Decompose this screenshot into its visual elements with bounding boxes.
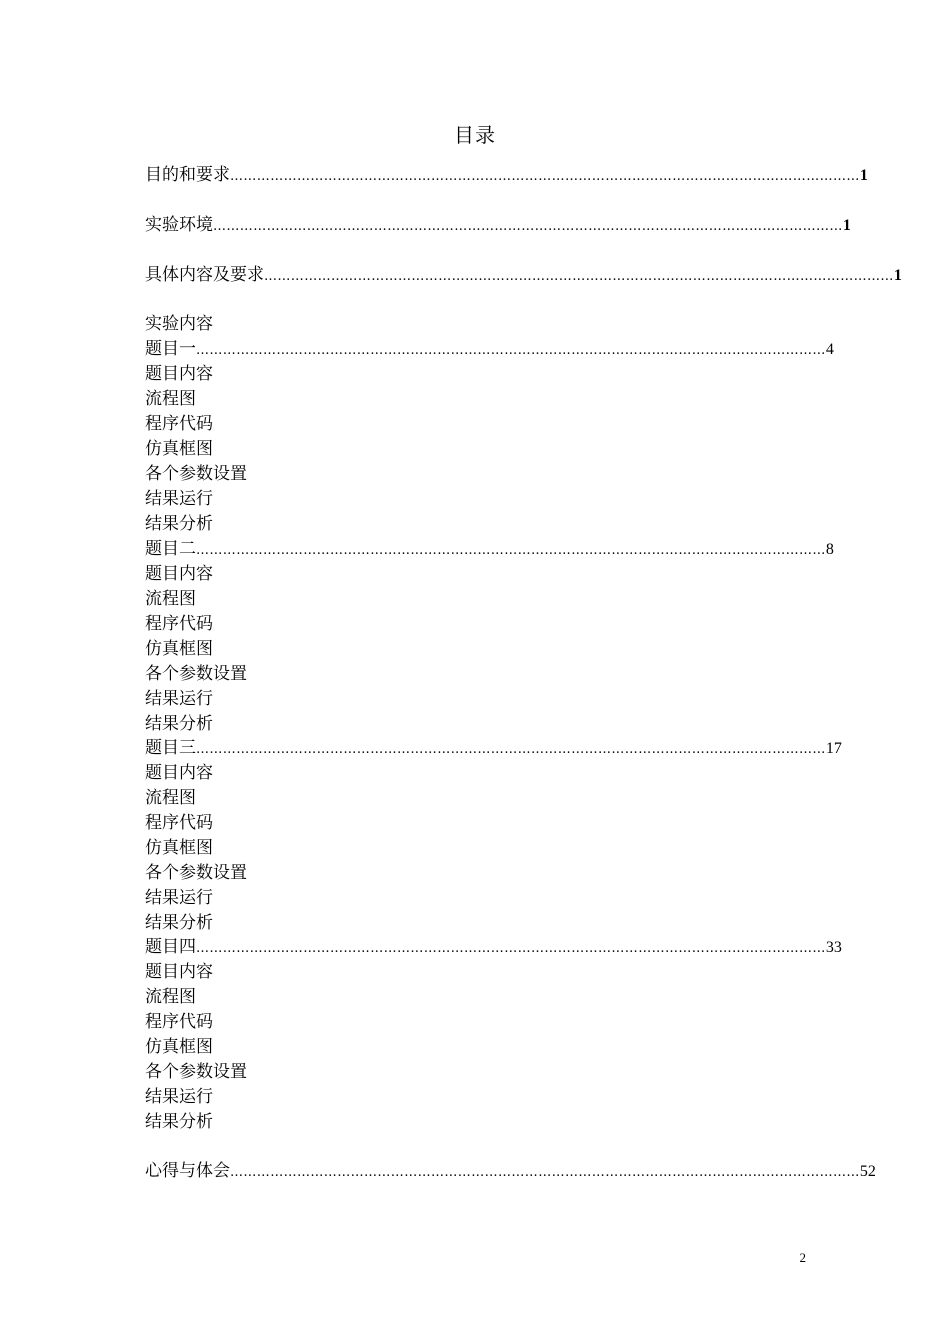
toc-entry-purpose[interactable] <box>145 163 868 188</box>
toc-subitem[interactable]: 结果运行 <box>145 489 213 509</box>
toc-entry-label: 实验环境 <box>145 215 213 235</box>
toc-subitem[interactable]: 题目内容 <box>145 564 213 584</box>
toc-subitem[interactable]: 结果分析 <box>145 714 213 734</box>
dot-leader: …………………………………………………………………………………………………………………………… <box>196 941 826 956</box>
dot-leader: …………………………………………………………………………………………………………………………… <box>213 219 843 234</box>
dot-leader: …………………………………………………………………………………………………………………………… <box>196 343 826 358</box>
toc-subitem[interactable]: 程序代码 <box>145 813 213 833</box>
toc-topic-2[interactable] <box>145 537 834 562</box>
toc-subitem[interactable]: 程序代码 <box>145 1012 213 1032</box>
toc-entry-page: 4 <box>825 341 834 358</box>
toc-subitem[interactable]: 题目内容 <box>145 364 213 384</box>
toc-entry-page: 1 <box>842 217 851 234</box>
toc-subitem[interactable]: 结果分析 <box>145 913 213 933</box>
toc-entry-label: 心得与体会 <box>145 1161 230 1181</box>
toc-subitem[interactable]: 仿真框图 <box>145 439 213 459</box>
toc-subitem[interactable]: 结果运行 <box>145 888 213 908</box>
page-number: 2 <box>799 1250 806 1265</box>
toc-subitem[interactable]: 题目内容 <box>145 763 213 783</box>
toc-entry-environment[interactable] <box>145 213 851 238</box>
toc-subitem[interactable]: 各个参数设置 <box>145 664 247 684</box>
toc-topic-4[interactable] <box>145 935 842 960</box>
toc-entry-page: 1 <box>893 267 902 284</box>
toc-entry-page: 33 <box>825 939 842 956</box>
toc-topic-3[interactable] <box>145 736 842 761</box>
dot-leader: …………………………………………………………………………………………………………………………… <box>264 269 894 284</box>
toc-entry-label: 具体内容及要求 <box>145 265 264 285</box>
toc-subitem[interactable]: 流程图 <box>145 589 196 609</box>
toc-subitem[interactable]: 流程图 <box>145 987 196 1007</box>
toc-entry-label: 题目四 <box>145 937 196 957</box>
toc-subitem[interactable]: 结果分析 <box>145 1112 213 1132</box>
toc-subitem[interactable]: 各个参数设置 <box>145 1062 247 1082</box>
dot-leader: …………………………………………………………………………………………………………………………… <box>196 742 826 757</box>
toc-entry-requirements[interactable] <box>145 263 902 288</box>
toc-entry-label: 目的和要求 <box>145 165 230 185</box>
toc-subitem[interactable]: 程序代码 <box>145 614 213 634</box>
toc-topic-1[interactable] <box>145 337 834 362</box>
toc-entry-label: 题目一 <box>145 339 196 359</box>
toc-entry-page: 8 <box>825 541 834 558</box>
dot-leader: …………………………………………………………………………………………………………………………… <box>230 1165 860 1180</box>
toc-subitem[interactable]: 仿真框图 <box>145 639 213 659</box>
toc-subitem[interactable]: 结果运行 <box>145 689 213 709</box>
dot-leader: …………………………………………………………………………………………………………………………… <box>196 543 826 558</box>
toc-entry-label: 题目三 <box>145 738 196 758</box>
dot-leader: …………………………………………………………………………………………………………………………… <box>230 169 860 184</box>
toc-entry-page: 1 <box>859 167 868 184</box>
toc-subitem[interactable]: 结果分析 <box>145 514 213 534</box>
toc-subitem[interactable]: 仿真框图 <box>145 1037 213 1057</box>
toc-subitem[interactable]: 各个参数设置 <box>145 863 247 883</box>
page-title: 目录 <box>454 123 496 147</box>
toc-subitem[interactable]: 各个参数设置 <box>145 464 247 484</box>
toc-subitem[interactable]: 仿真框图 <box>145 838 213 858</box>
toc-subitem[interactable]: 程序代码 <box>145 414 213 434</box>
toc-subitem[interactable]: 流程图 <box>145 788 196 808</box>
toc-section-heading: 实验内容 <box>145 314 213 334</box>
toc-entry-reflections[interactable] <box>145 1159 876 1184</box>
toc-subitem[interactable]: 题目内容 <box>145 962 213 982</box>
toc-subitem[interactable]: 流程图 <box>145 389 196 409</box>
toc-subitem[interactable]: 结果运行 <box>145 1087 213 1107</box>
toc-entry-page: 17 <box>825 740 842 757</box>
toc-entry-label: 题目二 <box>145 539 196 559</box>
toc-entry-page: 52 <box>859 1163 876 1180</box>
